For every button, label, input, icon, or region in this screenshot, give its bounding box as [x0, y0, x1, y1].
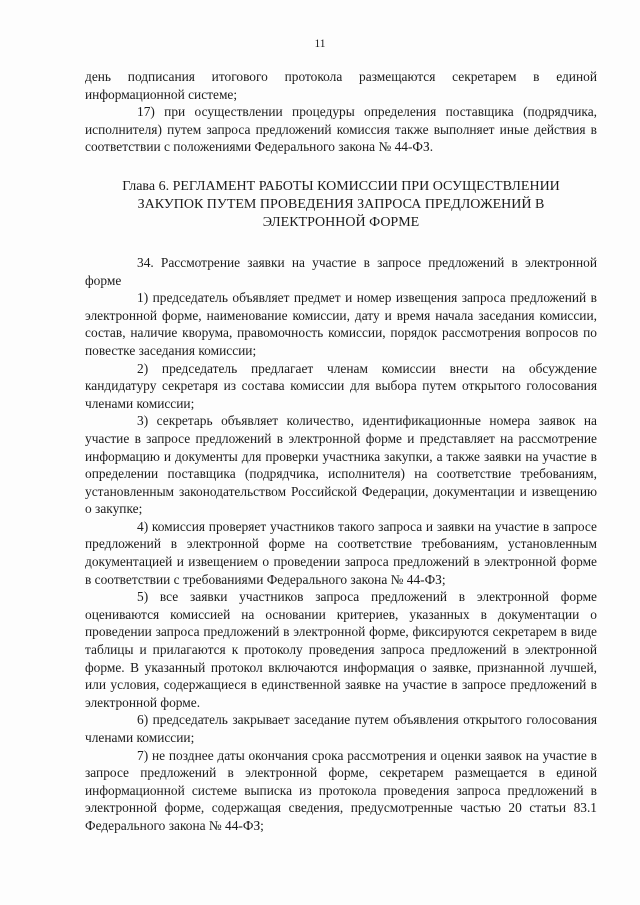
chapter-heading [85, 178, 597, 232]
section-34-item-6: 6) председатель закрывает заседание путем объявления открытого голосования членами комиссии; [85, 712, 597, 745]
section-34-item-1: 1) председатель объявляет предмет и номер извещения запроса предложений в электронной форме, наименование комиссии, дату и время начала заседания комиссии, состав, наличие кворума, правомочность комиссии, порядок рассмотрения вопросов по повестке заседания комиссии; [85, 290, 597, 358]
section-34-item-2: 2) председатель предлагает членам комиссии внести на обсуждение кандидатуру секретаря из состава комиссии для выбора путем открытого голосования членами комиссии; [85, 360, 597, 411]
continuation-paragraph: день подписания итогового протокола размещаются секретарем в единой информационной системе; [85, 69, 597, 102]
chapter-title: Глава 6. РЕГЛАМЕНТ РАБОТЫ КОМИССИИ ПРИ ОСУЩЕСТВЛЕНИИ ЗАКУПОК ПУТЕМ ПРОВЕДЕНИЯ ЗАПРОСА ПРЕДЛОЖЕНИЙ В ЭЛЕКТРОННОЙ ФОРМЕ [122, 178, 560, 230]
section-34-heading: 34. Рассмотрение заявки на участие в запросе предложений в электронной форме [85, 254, 597, 288]
page-number: 11 [314, 38, 326, 50]
document-body [85, 68, 597, 835]
section-34-item-5: 5) все заявки участников запроса предложений в электронной форме оцениваются комиссией на основании критериев, указанных в документации о проведении запроса предложений в электронной форме, фиксируются секретарем в виде таблицы и прилагаются к протоколу проведения запроса предложений в электронной форме. В указанный протокол включаются информация о заявке, признанной лучшей, или условия, содержащиеся в единственной заявке на участие в запросе предложений в электронной форме. [85, 589, 597, 710]
section-34-item-7: 7) не позднее даты окончания срока рассмотрения и оценки заявок на участие в запросе предложений в электронной форме, секретарем размещается в единой информационной системе выписка из протокола проведения запроса предложений в электронной форме, содержащая сведения, предусмотренные частью 20 статьи 83.1 Федерального закона № 44-ФЗ; [85, 747, 597, 833]
section-34-item-3: 3) секретарь объявляет количество, идентификационные номера заявок на участие в запросе предложений в электронной форме и представляет на рассмотрение информацию и документы для проверки участника закупки, а также заявки на участие в определении поставщика (подрядчика, исполнителя) на соответствие требованиям, установленным законодательством Российской Федерации, документации и извещению о закупке; [85, 413, 597, 517]
item-17-paragraph: 17) при осуществлении процедуры определения поставщика (подрядчика, исполнителя) путем запроса предложений комиссия также выполняет иные действия в соответствии с положениями Федерального закона № 44-ФЗ. [85, 104, 597, 155]
section-34-item-4: 4) комиссия проверяет участников такого запроса и заявки на участие в запросе предложений в электронной форме на соответствие требованиям, установленным документацией и извещением о проведении запроса предложений в электронной форме в соответствии с требованиями Федерального закона № 44-ФЗ; [85, 518, 597, 587]
